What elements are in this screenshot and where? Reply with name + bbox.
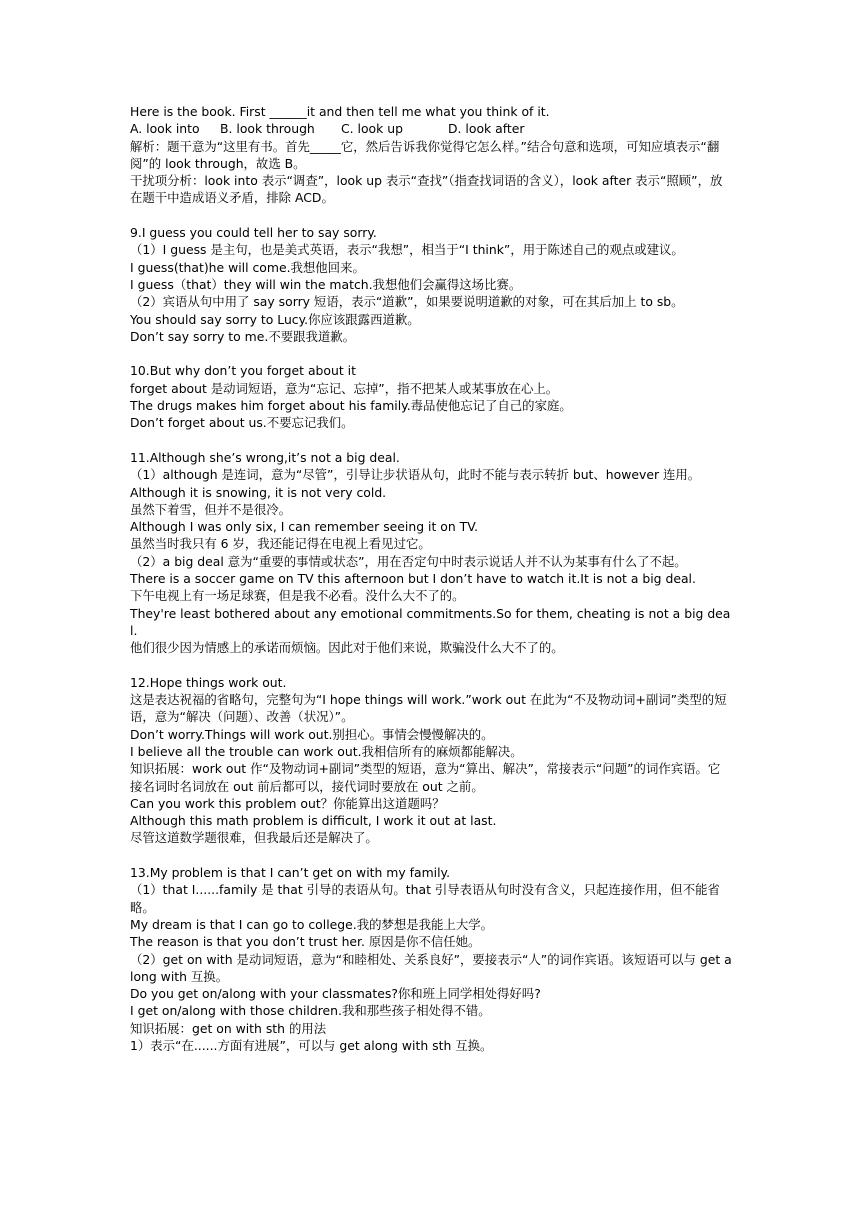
paragraph: （2）a big deal 意为“重要的事情或状态”，用在否定句中时表示说话人并不认为某事有什么了不起。 — [130, 553, 687, 569]
option-c: C. look up — [341, 121, 403, 137]
section-heading: 9.I guess you could tell her to say sorry. — [130, 225, 377, 241]
paragraph: 知识拓展：get on with sth 的用法 — [130, 1020, 327, 1036]
paragraph: 这是表达祝福的省略句，完整句为“I hope things will work.”work out 在此为“不及物动词+副词”类型的短语，意为“解决（问题）、改善（状况）”。 — [130, 692, 727, 725]
example-sentence: I guess(that)he will come.我想他回来。 — [130, 259, 365, 275]
example-sentence: Although it is snowing, it is not very cold. — [130, 484, 387, 500]
section-heading: 13.My problem is that I can’t get on with my family. — [130, 865, 451, 881]
paragraph: forget about 是动词短语，意为“忘记、忘掉”，指不把某人或某事放在心上。 — [130, 380, 559, 396]
example-sentence: The drugs makes him forget about his family.毒品使他忘记了自己的家庭。 — [130, 398, 572, 414]
paragraph: （1）although 是连词，意为“尽管”，引导让步状语从句，此时不能与表示转折 but、however 连用。 — [130, 467, 701, 483]
example-translation: 他们很少因为情感上的承诺而烦恼。因此对于他们来说，欺骗没什么大不了的。 — [130, 640, 564, 656]
example-sentence: Don’t forget about us.不要忘记我们。 — [130, 415, 354, 431]
example-translation: 虽然当时我只有 6 岁，我还能记得在电视上看见过它。 — [130, 536, 431, 552]
example-sentence: I believe all the trouble can work out.我相信所有的麻烦都能解决。 — [130, 743, 523, 759]
example-sentence: They're least bothered about any emotional commitments.So for them, cheating is not a big deal. — [130, 605, 731, 638]
example-sentence: There is a soccer game on TV this afternoon but I don’t have to watch it.It is not a big deal. — [130, 571, 696, 587]
document-page — [130, 103, 732, 1072]
example-sentence: Don’t say sorry to me.不要跟我道歉。 — [130, 328, 356, 344]
distractor-analysis: 干扰项分析：look into 表示“调查”，look up 表示“查找”（指查找词语的含义），look after 表示“照顾”，放在题干中造成语义矛盾，排除 ACD。 — [130, 173, 723, 206]
section-heading: 11.Although she’s wrong,it’s not a big deal. — [130, 449, 400, 465]
section-13 — [130, 864, 732, 1054]
question-text: Here is the book. First ______it and then tell me what you think of it. — [130, 104, 550, 119]
paragraph: （1）that I......family 是 that 引导的表语从句。that 引导表语从句时没有含义，只起连接作用，但不能省略。 — [130, 882, 720, 915]
paragraph: （2）get on with 是动词短语，意为“和睦相处、关系良好”，要接表示“人”的词作宾语。该短语可以与 get along with 互换。 — [130, 951, 732, 984]
section-heading: 10.But why don’t you forget about it — [130, 363, 356, 379]
paragraph: （2）宾语从句中用了 say sorry 短语，表示“道歉”，如果要说明道歉的对象，可在其后加上 to sb。 — [130, 294, 684, 310]
example-translation: 下午电视上有一场足球赛，但是我不必看。没什么大不了的。 — [130, 588, 465, 604]
paragraph: 1）表示“在......方面有进展”，可以与 get along with sth 互换。 — [130, 1038, 493, 1054]
example-sentence: I get on/along with those children.我和那些孩子相处得不错。 — [130, 1003, 491, 1019]
section-9 — [130, 224, 732, 345]
example-sentence: Although this math problem is difficult, I work it out at last. — [130, 813, 497, 829]
example-sentence: I guess（that）they will win the match.我想他们会赢得这场比赛。 — [130, 276, 522, 292]
answer-options — [130, 120, 732, 137]
example-sentence: The reason is that you don’t trust her. 原因是你不信任她。 — [130, 934, 481, 950]
example-sentence: Do you get on/along with your classmates?你和班上同学相处得好吗? — [130, 986, 541, 1002]
example-sentence: My dream is that I can go to college.我的梦想是我能上大学。 — [130, 916, 493, 932]
paragraph: （1）I guess 是主句，也是美式英语，表示“我想”，相当于“I think”，用于陈述自己的观点或建议。 — [130, 242, 684, 258]
example-sentence: Although I was only six, I can remember seeing it on TV. — [130, 519, 479, 535]
section-10 — [130, 362, 732, 431]
example-translation: 尽管这道数学题很难，但我最后还是解决了。 — [130, 830, 378, 846]
analysis: 解析：题干意为“这里有书。首先_____它，然后告诉我你觉得它怎么样。”结合句意和选项，可知应填表示“翻阅”的 look through，故选 B。 — [130, 138, 720, 171]
option-a: A. look into — [130, 121, 200, 137]
option-b: B. look through — [220, 121, 315, 137]
example-translation: 虽然下着雪，但并不是很冷。 — [130, 501, 292, 517]
question-8 — [130, 103, 732, 207]
example-sentence: Can you work this problem out？你能算出这道题吗？ — [130, 795, 445, 811]
option-d: D. look after — [448, 121, 525, 137]
example-sentence: Don’t worry.Things will work out.别担心。事情会慢慢解决的。 — [130, 726, 494, 742]
example-sentence: You should say sorry to Lucy.你应该跟露西道歉。 — [130, 311, 420, 327]
section-11 — [130, 449, 732, 657]
paragraph: 知识拓展：work out 作“及物动词+副词”类型的短语，意为“算出、解决”，常接表示“问题”的词作宾语。它接名词时名词放在 out 前后都可以，接代词时要放在 out 之前。 — [130, 761, 721, 794]
section-heading: 12.Hope things work out. — [130, 674, 287, 690]
section-12 — [130, 674, 732, 847]
